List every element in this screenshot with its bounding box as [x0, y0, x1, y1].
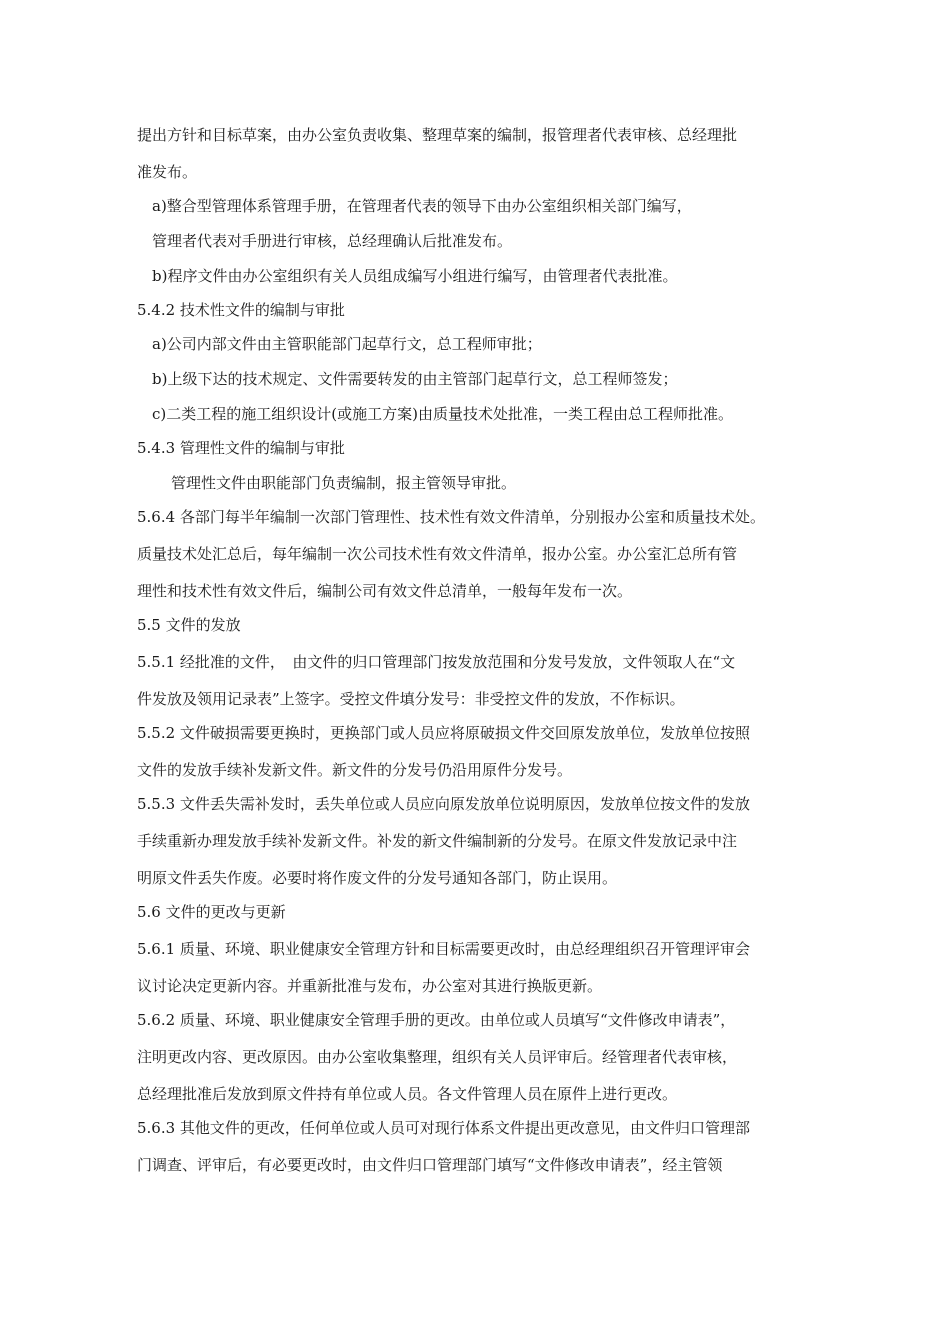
document-body [137, 124, 817, 1176]
text-line: 5.5.1 经批准的文件， 由文件的归口管理部门按发放范围和分发号发放，文件领取人在“文 [137, 653, 736, 671]
text-line: 提出方针和目标草案，由办公室负责收集、整理草案的编制，报管理者代表审核、总经理批 [137, 126, 738, 144]
text-line: 理性和技术性有效文件后，编制公司有效文件总清单，一般每年发布一次。 [137, 582, 633, 600]
text-line: 议讨论决定更新内容。并重新批准与发布，办公室对其进行换版更新。 [137, 977, 603, 995]
text-line: a)公司内部文件由主管职能部门起草行文，总工程师审批； [152, 335, 542, 353]
text-line: c)二类工程的施工组织设计(或施工方案)由质量技术处批准，一类工程由总工程师批准。 [152, 405, 733, 423]
text-line: 件发放及领用记录表”上签字。受控文件填分发号：非受控文件的发放，不作标识。 [137, 690, 685, 708]
section-heading: 5.4.3 管理性文件的编制与审批 [137, 439, 345, 457]
text-line: b)程序文件由办公室组织有关人员组成编写小组进行编写，由管理者代表批准。 [152, 267, 678, 285]
section-heading: 5.4.2 技术性文件的编制与审批 [137, 301, 345, 319]
text-line: 准发布。 [137, 163, 198, 181]
text-line: 文件的发放手续补发新文件。新文件的分发号仍沿用原件分发号。 [137, 761, 573, 779]
text-line: 5.5.3 文件丢失需补发时，丢失单位或人员应向原发放单位说明原因，发放单位按文件的发放 [137, 795, 750, 813]
section-heading: 5.6 文件的更改与更新 [137, 903, 286, 921]
text-line: b)上级下达的技术规定、文件需要转发的由主管部门起草行文，总工程师签发； [152, 370, 678, 388]
text-line: 5.6.4 各部门每半年编制一次部门管理性、技术性有效文件清单，分别报办公室和质量技术处。 [137, 508, 765, 526]
text-line: 手续重新办理发放手续补发新文件。补发的新文件编制新的分发号。在原文件发放记录中注 [137, 832, 738, 850]
text-line: 5.6.2 质量、环境、职业健康安全管理手册的更改。由单位或人员填写“文件修改申请表”， [137, 1011, 736, 1029]
text-line: 明原文件丢失作废。必要时将作废文件的分发号通知各部门，防止误用。 [137, 869, 618, 887]
text-line: a)整合型管理体系管理手册，在管理者代表的领导下由办公室组织相关部门编写， [152, 197, 692, 215]
text-line: 管理者代表对手册进行审核，总经理确认后批准发布。 [152, 232, 513, 250]
text-line: 5.6.3 其他文件的更改，任何单位或人员可对现行体系文件提出更改意见，由文件归口管理部 [137, 1119, 750, 1137]
text-line: 质量技术处汇总后，每年编制一次公司技术性有效文件清单，报办公室。办公室汇总所有管 [137, 545, 738, 563]
text-line: 注明更改内容、更改原因。由办公室收集整理，组织有关人员评审后。经管理者代表审核， [137, 1048, 738, 1066]
text-line: 管理性文件由职能部门负责编制，报主管领导审批。 [171, 474, 517, 492]
text-line: 总经理批准后发放到原文件持有单位或人员。各文件管理人员在原件上进行更改。 [137, 1085, 678, 1103]
section-heading: 5.5 文件的发放 [137, 616, 241, 634]
text-line: 5.6.1 质量、环境、职业健康安全管理方针和目标需要更改时，由总经理组织召开管理评审会 [137, 940, 750, 958]
text-line: 门调查、评审后，有必要更改时，由文件归口管理部门填写“文件修改申请表”，经主管领 [137, 1156, 723, 1174]
text-line: 5.5.2 文件破损需要更换时，更换部门或人员应将原破损文件交回原发放单位，发放单位按照 [137, 724, 750, 742]
